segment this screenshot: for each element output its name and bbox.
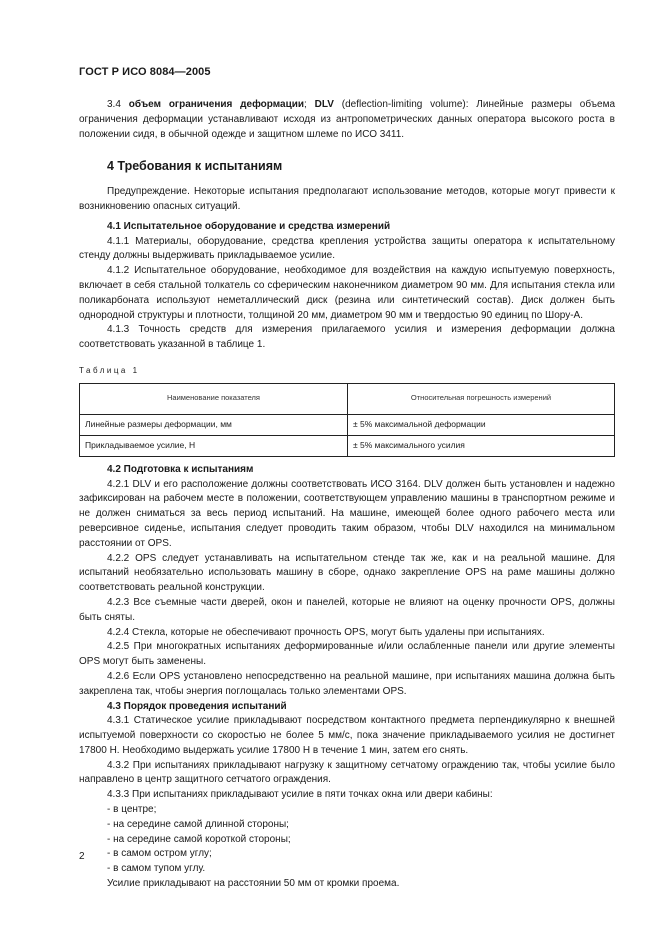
definition-text: (deflection-limiting volume): Линейные размеры объема ограничения деформации устанавливают исходя из антропометрических данных оператора высокого роста в положении сидя, в обычной одежде и защитном шлеме по ИСО 3411.	[79, 99, 616, 140]
clause-4-1-2: 4.1.2 Испытательное оборудование, необходимое для воздействия на каждую испытуемую поверхность, включает в себя стальной толкатель со сферическим наконечником диаметром 90 мм. Для испытания стекла или поликарбоната используют неметаллический диск (резина или синтетический состав). Диск должен быть однородной структуры и плотности, толщиной 20 мм, диаметром 90 мм и твердостью 90 единиц по Шору-А.	[79, 265, 615, 321]
force-distance-paragraph: Усилие прикладывают на расстоянии 50 мм от кромки проема.	[107, 878, 400, 890]
table-row	[80, 435, 615, 456]
list-item: - в самом остром углу;	[107, 848, 212, 860]
table-cell: Линейные размеры деформации, мм	[80, 414, 348, 435]
document-body	[79, 98, 615, 892]
table-cell: Прикладываемое усилие, Н	[80, 435, 348, 456]
clause-4-2-4: 4.2.4 Стекла, которые не обеспечивают прочность OPS, могут быть удалены при испытаниях.	[107, 626, 545, 638]
measurement-accuracy-table	[79, 383, 615, 457]
term: объем ограничения деформации	[128, 99, 305, 110]
clause-number: 3.4	[107, 99, 121, 110]
section-4-heading: 4 Требования к испытаниям	[107, 159, 283, 174]
table-cell: ± 5% максимального усилия	[348, 435, 615, 456]
clause-4-2-2: 4.2.2 OPS следует устанавливать на испытательном стенде так же, как и на реальной машине. Для испытаний необязательно использовать машину в сборе, однако закрепление OPS на раме машины должно соответствовать реальной конструкции.	[79, 552, 615, 594]
term-abbreviation: DLV	[314, 99, 334, 110]
section-4-1-heading: 4.1 Испытательное оборудование и средства измерений	[107, 220, 391, 232]
clause-4-3-1: 4.3.1 Статическое усилие прикладывают посредством контактного предмета перпендикулярно к внешней испытуемой поверхности со скоростью не более 5 мм/с, пока значение прикладываемого усилия не достигнет 17800 Н. Необходимо выдержать усилие 17800 Н в течение 1 мин, затем его снять.	[79, 715, 615, 756]
clause-4-2-5: 4.2.5 При многократных испытаниях деформированные и/или ослабленные панели или другие элементы OPS могут быть заменены.	[79, 641, 615, 668]
section-4-3-heading: 4.3 Порядок проведения испытаний	[107, 700, 287, 712]
clause-4-3-2: 4.3.2 При испытаниях прикладывают нагрузку к защитному сетчатому ограждению так, чтобы усилие было направлено в центр защитного сетчатого ограждения.	[79, 759, 615, 786]
list-item: - на середине самой длинной стороны;	[107, 818, 289, 830]
table-cell: ± 5% максимальной деформации	[348, 414, 615, 435]
list-item: - в центре;	[107, 804, 157, 816]
clause-4-2-6: 4.2.6 Если OPS установлено непосредственно на реальной машине, при испытаниях машина должна быть закреплена так, чтобы энергия поглощалась только элементами OPS.	[79, 670, 615, 697]
table-row	[80, 414, 615, 435]
clause-3-4	[79, 98, 615, 142]
table-header-cell: Наименование показателя	[80, 383, 348, 414]
table-header-row	[80, 383, 615, 414]
section-4-2-heading: 4.2 Подготовка к испытаниям	[107, 463, 254, 475]
clause-4-1-3: 4.1.3 Точность средств для измерения прилагаемого усилия и измерения деформации должна соответствовать указанной в таблице 1.	[79, 324, 615, 351]
document-header: ГОСТ Р ИСО 8084—2005	[79, 66, 211, 78]
separator: ;	[304, 99, 315, 110]
page-number: 2	[79, 851, 85, 862]
clause-4-2-1: 4.2.1 DLV и его расположение должны соответствовать ИСО 3164. DLV должен быть установлен и надежно зафиксирован на рабочем месте в положении, соответствующем управлению машины в транспортном режиме и не должен сниматься за весь период испытаний. На машине, имеющей более одного рабочего места или реверсивное сиденье, испытания следует проводить таким образом, чтобы DLV находился на минимальном расстоянии от OPS.	[79, 478, 615, 549]
warning-paragraph: Предупреждение. Некоторые испытания предполагают использование методов, которые могут привести к возникновению опасных ситуаций.	[79, 186, 615, 212]
list-item: - на середине самой короткой стороны;	[107, 833, 291, 845]
clause-4-2-3: 4.2.3 Все съемные части дверей, окон и панелей, которые не влияют на оценку прочности OPS, должны быть сняты.	[79, 596, 615, 623]
clause-4-1-1: 4.1.1 Материалы, оборудование, средства крепления устройства защиты оператора к испытательному стенду должны выдерживать прикладываемое усилие.	[79, 235, 615, 262]
clause-4-3-3: 4.3.3 При испытаниях прикладывают усилие в пяти точках окна или двери кабины:	[107, 789, 493, 801]
table-header-cell: Относительная погрешность измерений	[348, 383, 615, 414]
table-caption: Таблица 1	[79, 365, 140, 375]
list-item: - в самом тупом углу.	[107, 863, 206, 875]
